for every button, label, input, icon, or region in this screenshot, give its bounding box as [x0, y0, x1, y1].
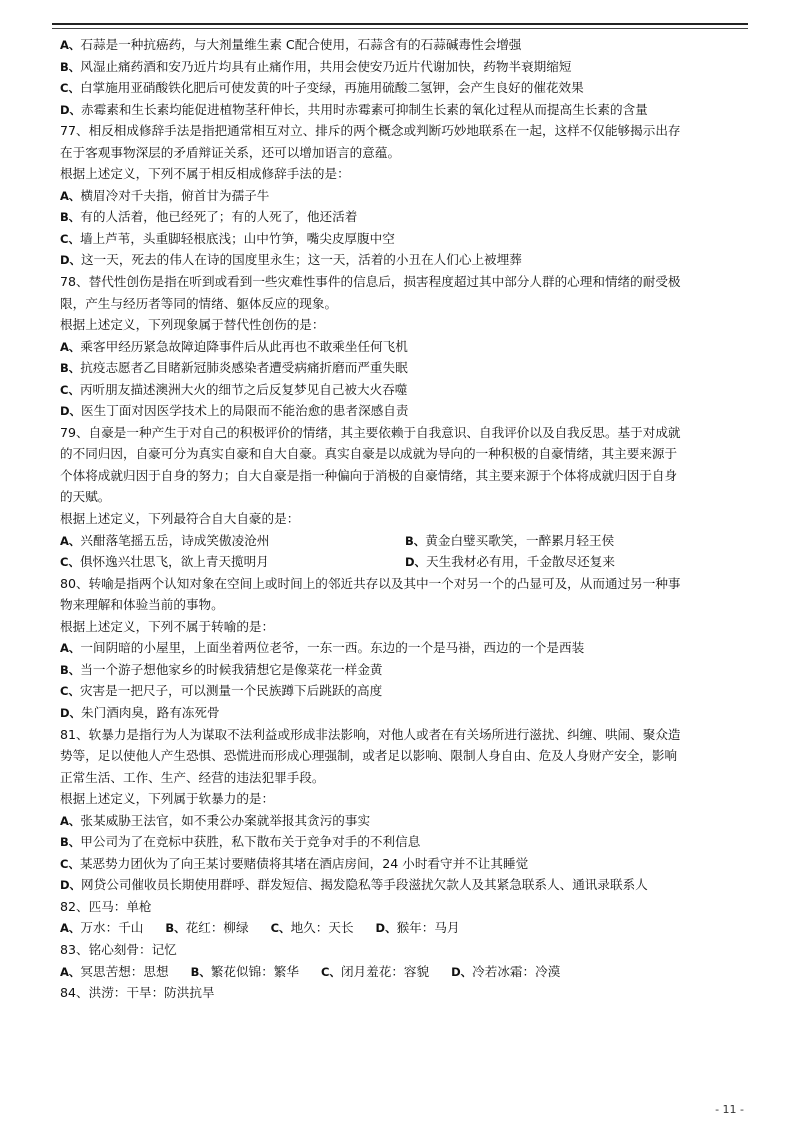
option-a: A、石蒜是一种抗癌药，与大剂量维生素 C配合使用，石蒜含有的石蒜碱毒性会增强 [60, 37, 522, 52]
option-d: D、这一天，死去的伟人在诗的国度里永生；这一天，活着的小丑在人们心上被埋葬 [60, 252, 522, 268]
header-rule-thin [52, 28, 748, 29]
question-stem: 的天赋。 [60, 489, 111, 505]
option-d: D、赤霉素和生长素均能促进植物茎秆伸长，共用时赤霉素可抑制生长素的氧化过程从而提高生长素的含量 [60, 101, 648, 117]
option-c: C、闭月羞花：容貌 [320, 963, 430, 979]
question-stem: 78、替代性创伤是指在听到或看到一些灾难性事件的信息后，损害程度超过其中部分人群的心理和情绪的耐受极 [60, 274, 681, 290]
option-d: D、猴年：马月 [375, 920, 460, 936]
option-row [60, 551, 750, 573]
question-stem: 限，产生与经历者等同的情绪、躯体反应的现象。 [60, 295, 338, 311]
option-b: B、花红：柳绿 [165, 920, 249, 936]
question-82 [60, 896, 750, 939]
option-d: D、医生丁面对因医学技术上的局限而不能治愈的患者深感自责 [60, 403, 409, 419]
question-stem: 79、自豪是一种产生于对自己的积极评价的情绪，其主要依赖于自我意识、自我评价以及自我反思。基于对成就 [60, 424, 681, 440]
option-row [60, 961, 750, 983]
option-d: D、天生我材必有用，千金散尽还复来 [405, 554, 615, 570]
question-stem: 正常生活、工作、生产、经营的违法犯罪手段。 [60, 769, 325, 785]
option-c: C、地久：天长 [270, 920, 354, 936]
question-prompt: 根据上述定义，下列不属于相反相成修辞手法的是： [60, 166, 350, 182]
question-stem: 个体将成就归因于自身的努力；自大自豪是指一种偏向于消极的自豪情绪，其主要来源于个体将成就归因于自身 [60, 467, 678, 483]
option-row [60, 917, 750, 939]
option-b: B、黄金白璧买歌笑，一醉累月轻王侯 [405, 532, 615, 548]
question-84 [60, 982, 750, 1004]
option-b: B、当一个游子想他家乡的时候我猜想它是像菜花一样金黄 [60, 661, 383, 677]
option-a: A、横眉冷对千夫指，俯首甘为孺子牛 [60, 187, 270, 203]
question-stem: 82、匹马：单枪 [60, 898, 152, 914]
question-prompt: 根据上述定义，下列现象属于替代性创伤的是： [60, 317, 325, 333]
question-stem: 83、铭心刻骨：记忆 [60, 941, 177, 957]
question-stem: 77、相反相成修辞手法是指把通常相互对立、排斥的两个概念或判断巧妙地联系在一起，这样不仅能够揭示出存 [60, 123, 681, 139]
option-c: C、白掌施用亚硝酸铁化肥后可使发黄的叶子变绿，再施用硫酸二氢钾，会产生良好的催花效果 [60, 80, 584, 96]
question-80 [60, 573, 750, 724]
option-a: A、一间阴暗的小屋里，上面坐着两位老爷，一东一西。东边的一个是马褂，西边的一个是西装 [60, 640, 585, 656]
question-prompt: 根据上述定义，下列属于软暴力的是： [60, 791, 275, 807]
option-c: C、灾害是一把尺子，可以测量一个民族蹲下后跳跃的高度 [60, 683, 383, 699]
question-prompt: 根据上述定义，下列最符合自大自豪的是： [60, 511, 300, 527]
question-stem: 的不同归因，自豪可分为真实自豪和自大自豪。真实自豪是以成就为导向的一种积极的自豪情绪，其主要来源于 [60, 446, 678, 462]
question-81 [60, 724, 750, 896]
option-b: B、抗疫志愿者乙目睹新冠肺炎感染者遭受病痛折磨而严重失眠 [60, 360, 408, 376]
option-list [60, 34, 750, 120]
question-stem: 80、转喻是指两个认知对象在空间上或时间上的邻近共存以及其中一个对另一个的凸显可及，从而通过另一种事 [60, 575, 681, 591]
option-a: A、万水：千山 [60, 920, 144, 936]
option-b: B、繁花似锦：繁华 [190, 963, 299, 979]
option-c: C、墙上芦苇，头重脚轻根底浅；山中竹笋，嘴尖皮厚腹中空 [60, 230, 395, 246]
option-c: C、俱怀逸兴壮思飞，欲上青天揽明月 [60, 554, 269, 570]
question-79 [60, 422, 750, 573]
question-stem: 物来理解和体验当前的事物。 [60, 597, 224, 613]
option-b: B、甲公司为了在竞标中获胜，私下散布关于竞争对手的不利信息 [60, 834, 421, 850]
option-d: D、朱门酒肉臭，路有冻死骨 [60, 704, 220, 720]
option-row [60, 530, 750, 552]
option-c: C、某恶势力团伙为了向王某讨要赌债将其堵在酒店房间，24 小时看守并不让其睡觉 [60, 855, 529, 871]
document-page [60, 34, 750, 1004]
question-78 [60, 271, 750, 422]
option-a: A、兴酣落笔摇五岳，诗成笑傲凌沧州 [60, 532, 270, 548]
question-stem: 势等，足以使他人产生恐惧、恐慌进而形成心理强制，或者足以影响、限制人身自由、危及人身财产安全，影响 [60, 748, 678, 764]
question-stem: 81、软暴力是指行为人为谋取不法利益或形成非法影响，对他人或者在有关场所进行滋扰、纠缠、哄闹、聚众造 [60, 726, 681, 742]
page-number: - 11 - [715, 1103, 744, 1116]
question-83 [60, 939, 750, 982]
question-77 [60, 120, 750, 271]
option-d: D、网贷公司催收员长期使用群呼、群发短信、揭发隐私等手段滋扰欠款人及其紧急联系人、通讯录联系人 [60, 877, 648, 893]
option-b: B、有的人活着，他已经死了；有的人死了，他还活着 [60, 209, 358, 225]
question-prompt: 根据上述定义，下列不属于转喻的是： [60, 618, 275, 634]
header-rule-thick [52, 23, 748, 25]
question-stem: 84、洪涝：干旱：防洪抗旱 [60, 985, 215, 1001]
option-a: A、张某威胁王法官，如不秉公办案就举报其贪污的事实 [60, 812, 371, 828]
option-a: A、冥思苦想：思想 [60, 963, 169, 979]
option-a: A、乘客甲经历紧急故障迫降事件后从此再也不敢乘坐任何飞机 [60, 338, 408, 354]
option-c: C、丙听朋友描述澳洲大火的细节之后反复梦见自己被大火吞噬 [60, 381, 408, 397]
option-b: B、风湿止痛药酒和安乃近片均具有止痛作用，共用会使安乃近片代谢加快，药物半衰期缩短 [60, 58, 572, 74]
option-d: D、冷若冰霜：冷漠 [451, 963, 561, 979]
question-stem: 在于客观事物深层的矛盾辩证关系，还可以增加语言的意蕴。 [60, 144, 401, 160]
